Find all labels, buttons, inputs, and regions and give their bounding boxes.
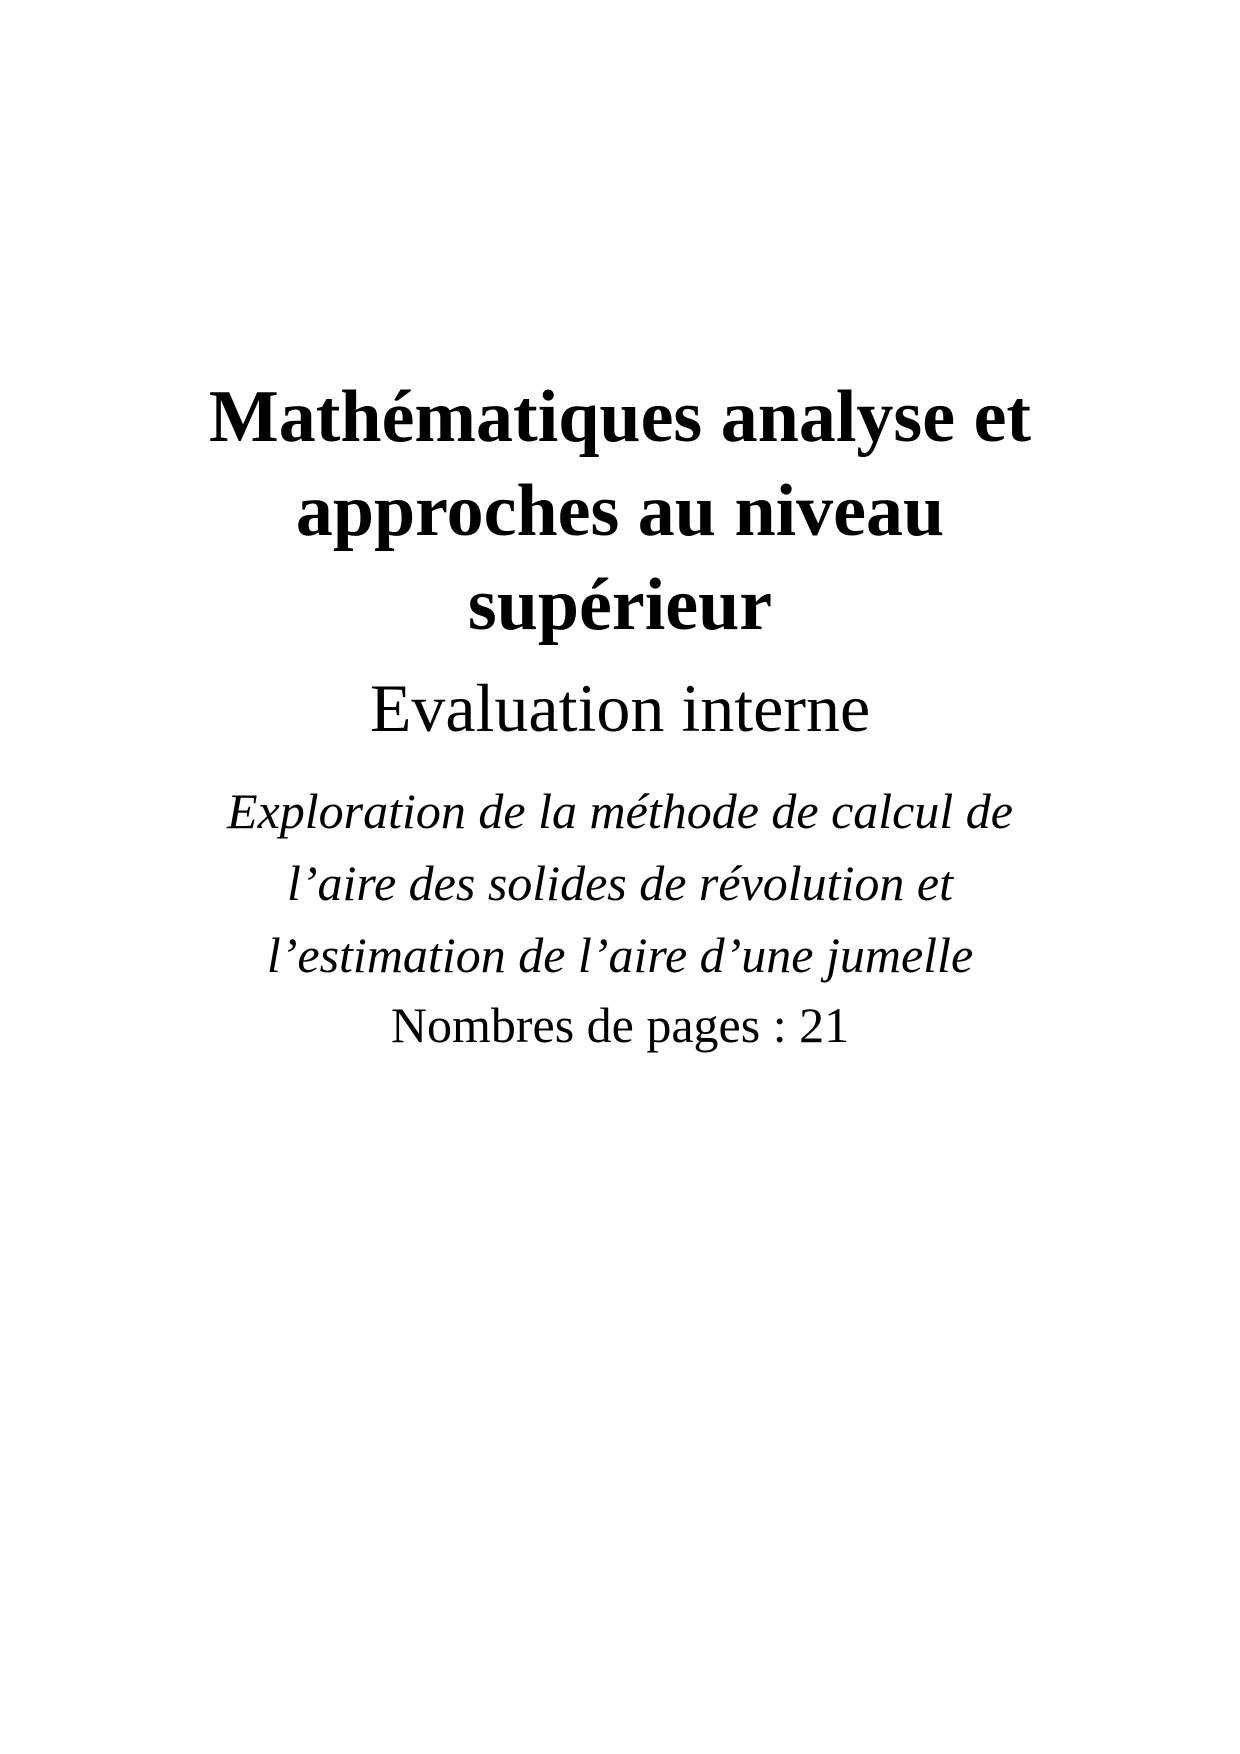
title-line: approches au niveau: [295, 470, 945, 552]
description-line: l’aire des solides de révolution et: [286, 855, 954, 911]
document-description: [120, 775, 1120, 991]
page-count: Nombres de pages : 21: [390, 997, 850, 1053]
document-title: [120, 370, 1120, 652]
description-line: l’estimation de l’aire d’une jumelle: [266, 927, 974, 983]
document-subtitle: Evaluation interne: [369, 670, 871, 746]
title-line: supérieur: [467, 564, 773, 646]
description-line: Exploration de la méthode de calcul de: [227, 783, 1013, 839]
title-line: Mathématiques analyse et: [208, 376, 1032, 458]
